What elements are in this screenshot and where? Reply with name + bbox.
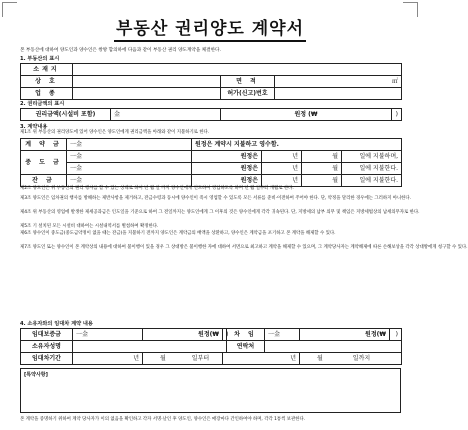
lease-deposit-suffix[interactable]: 원정(₩ [143,329,223,341]
section-4-heading: 4. 소유자와의 임대차 계약 내용 [20,321,93,327]
middle-payment-label: 중 도 금 [21,151,67,175]
business-type-value[interactable] [73,88,221,100]
rent-suffix[interactable]: 원정(₩ [300,329,390,341]
lease-start-year[interactable]: 년 [73,353,143,365]
property-table [20,63,402,100]
lease-end-month-day[interactable] [300,353,402,365]
lease-end-to: 일까지 [352,354,371,362]
balance-year[interactable]: 년 [262,175,302,187]
middle-payment-2-text: 원정은 [192,163,262,175]
document-title: 부동산 권리양도 계약서 [0,14,420,39]
rent-close: ) [390,329,402,341]
section-2-heading: 2. 권리금액의 표시 [20,101,65,107]
middle-payment-1-text: 원정은 [192,151,262,163]
section-1-heading: 1. 부동산의 표시 [20,56,60,62]
middle-payment-1-month[interactable]: 월 [302,151,342,163]
section-3-desc: 제1조 위 부동산의 권리양도에 있어 양수인은 양도인에게 권리금액을 아래와 같이 지불하기로 한다. [20,130,210,135]
contact-value[interactable] [265,341,402,353]
footer-text: 본 계약을 증명하기 위하여 계약 당사자가 이의 없음을 확인하고 각자 서명·날인 후 양도인, 양수인은 매장마다 간인하여야 하며, 각각 1통씩 보관한다. [20,417,306,422]
article-6: 제6조 양수인이 중도금(중도금약정이 없을 때는 잔금)을 지불하기 전까지 양도인은 계약금의 배액을 상환하고, 양수인은 계약금을 포기하고 본 계약을 해제할 수 있다. [20,231,336,236]
owner-name-label: 소유자성명 [21,341,73,353]
area-label: 면 적 [221,76,275,88]
location-label: 소재지 [21,64,73,76]
lease-end-year[interactable]: 년 [223,353,300,365]
intro-text: 본 부동산에 대하여 양도인과 양수인은 쌍방 합의하에 다음과 같이 부동산 권리 양도계약을 체결한다. [20,48,221,53]
article-7: 제7조 양도인 또는 양수인이 본 계약상의 내용에 대하여 불이행이 있을 경우 그 상대방은 불이행한 자에 대하여 서면으로 최고하고 계약을 해제할 수 있으며, 그 계약당사자는 계약해제에 따른 손해보상을 각각 상대방에게 청구할 수 있다. [20,245,468,250]
amount-prefix[interactable]: 金 [111,109,221,121]
middle-payment-2-year[interactable]: 년 [262,163,302,175]
middle-payment-1-amount[interactable]: 一金 [67,151,192,163]
middle-payment-1-year[interactable]: 년 [262,151,302,163]
lease-start-month: 월 [160,354,166,362]
article-4: 제4조 위 부동산의 영업에 발생한 제세공과금은 인도일을 기준으로 하여 그 전일까지는 양도인에게 그 이후의 것은 양수인에게 각각 귀속된다. 단, 지방세의 납부 의무 및 책임은 지방세법상의 납세의무자로 한다. [20,210,420,215]
special-terms-box[interactable] [20,368,401,413]
owner-name-value[interactable] [73,341,227,353]
lease-table [20,328,402,365]
balance-label: 잔 금 [21,175,67,187]
rent-amount[interactable]: 一金 [265,329,300,341]
lease-end-month: 월 [317,354,323,362]
balance-day[interactable]: 일에 지불한다. [342,175,402,187]
balance-amount[interactable]: 一金 [67,175,192,187]
lease-start-month-day[interactable] [143,353,223,365]
business-type-label: 업 종 [21,88,73,100]
article-3: 제3조 양도인은 임차권의 행사를 방해하는 제반사항을 제거하고, 잔금수령과 동시에 양수인이 즉시 영업할 수 있도록 모든 서류를 준비·이전하여 주어야 한다. 단, 약정을 달리한 경우에는 그러하지 아니한다. [20,196,412,201]
rent-label: 차 임 [227,329,265,341]
amount-close: ) [392,109,402,121]
middle-payment-2-day[interactable]: 일에 지불한다. [342,163,402,175]
amount-table [20,108,402,121]
permit-number-label: 허가(신고)번호 [221,88,275,100]
section-3-heading: 3. 계약내용 [20,124,48,130]
payment-table [20,138,402,187]
balance-text: 원정은 [192,175,262,187]
contact-label: 연락처 [227,341,265,353]
trade-name-value[interactable] [73,76,221,88]
lease-deposit-close: ) [223,329,227,341]
article-5: 제5조 기 설치된 모든 시설비 대하여는 시설내역서를 별첨하여 확정한다. [20,224,159,229]
balance-month[interactable]: 월 [302,175,342,187]
lease-start-from: 일부터 [191,354,210,362]
deposit-text: 원정은 계약시 지불하고 영수함. [192,139,402,151]
amount-suffix[interactable]: 원정 (₩ [221,109,392,121]
special-terms-heading: [특약사항] [24,372,48,378]
lease-deposit-amount[interactable]: 一金 [73,329,143,341]
deposit-label: 계 약 금 [21,139,67,151]
lease-period-label: 임대차기간 [21,353,73,365]
middle-payment-2-amount[interactable]: 一金 [67,163,192,175]
lease-deposit-label: 임대보증금 [21,329,73,341]
article-2: 제2조 양도인은 위 부동산의 권리 행사를 할 수 있는 상태로 하여 년 월 일 까지 양수인에게 인도하여 영업하도록 하며 년 월 일부터 개월로 한다. [20,186,294,191]
middle-payment-2-month[interactable]: 월 [302,163,342,175]
middle-payment-1-day[interactable]: 일에 지불하며, [342,151,402,163]
amount-label: 권리금액(시설비 포함) [21,109,111,121]
location-value[interactable] [73,64,402,76]
trade-name-label: 상 호 [21,76,73,88]
permit-number-value[interactable] [275,88,402,100]
area-unit[interactable]: ㎡ [275,76,402,88]
deposit-amount[interactable]: 一金 [67,139,192,151]
